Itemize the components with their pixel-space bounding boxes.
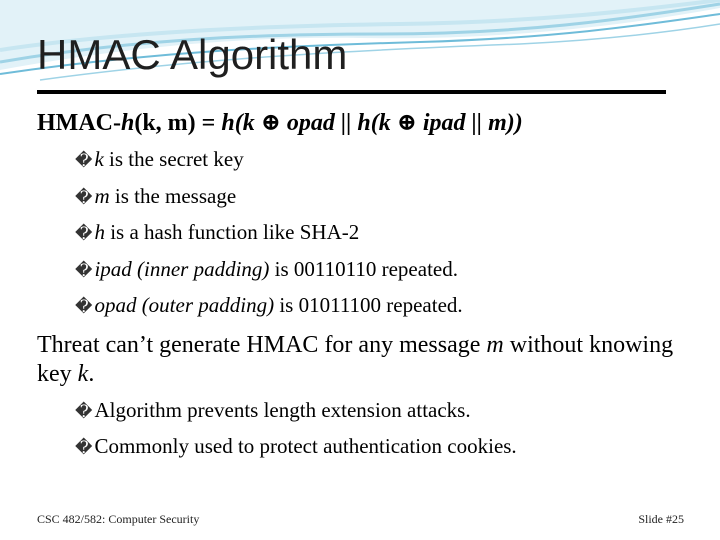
footer-course: CSC 482/582: Computer Security: [37, 512, 200, 526]
threat-text-3: .: [88, 360, 95, 387]
formula-h2: h: [221, 110, 235, 136]
threat-text-2: without knowing key: [37, 331, 674, 387]
bullet-glyph: �: [75, 401, 93, 421]
formula-lead: HMAC-: [37, 110, 121, 136]
definition-text: is a hash function like SHA-2: [104, 220, 360, 244]
bullet-glyph: �: [75, 297, 93, 316]
definition-list: [37, 142, 707, 325]
formula-h3: h: [357, 110, 371, 136]
notes-list: [37, 393, 707, 466]
title-underline: [37, 90, 666, 94]
note-text: Algorithm prevents length extension attacks.: [94, 397, 471, 422]
bullet-glyph: �: [75, 151, 93, 170]
definition-text: is the secret key: [103, 147, 244, 171]
definition-term: opad (outer padding): [94, 293, 275, 317]
formula-part1: (k ⊕ opad ||: [234, 110, 358, 136]
list-item: [75, 429, 707, 466]
list-item: [75, 142, 707, 179]
definition-term: h: [94, 220, 105, 244]
formula-h1: h: [120, 110, 135, 136]
threat-text-1: Threat can’t generate HMAC for any message: [37, 331, 487, 358]
note-text: Commonly used to protect authentication cookies.: [94, 434, 517, 458]
threat-paragraph: [37, 331, 707, 389]
threat-m: m: [486, 331, 504, 358]
list-item: [75, 393, 707, 430]
formula-args: (k, m): [134, 110, 196, 136]
bullet-glyph: �: [75, 224, 93, 243]
slide-title: HMAC Algorithm: [37, 31, 348, 78]
bullet-glyph: �: [75, 260, 93, 280]
definition-text: is 00110110 repeated.: [269, 256, 458, 281]
threat-k: k: [77, 360, 89, 387]
list-item: [75, 252, 707, 289]
list-item: [75, 215, 707, 252]
definition-term: m: [94, 183, 110, 208]
formula-part2: (k ⊕ ipad || m)): [370, 110, 523, 136]
bullet-glyph: �: [75, 187, 93, 207]
definition-term: k: [94, 147, 104, 171]
hmac-formula: [37, 106, 707, 140]
definition-text: is the message: [109, 183, 237, 208]
definition-text: is 01011100 repeated.: [274, 293, 463, 317]
definition-term: ipad (inner padding): [94, 256, 270, 281]
formula-equals: =: [195, 110, 222, 136]
list-item: [75, 288, 707, 325]
list-item: [75, 179, 707, 216]
slide-body: [37, 106, 707, 466]
bullet-glyph: �: [75, 438, 93, 457]
footer-slide-number: Slide #25: [638, 512, 684, 526]
